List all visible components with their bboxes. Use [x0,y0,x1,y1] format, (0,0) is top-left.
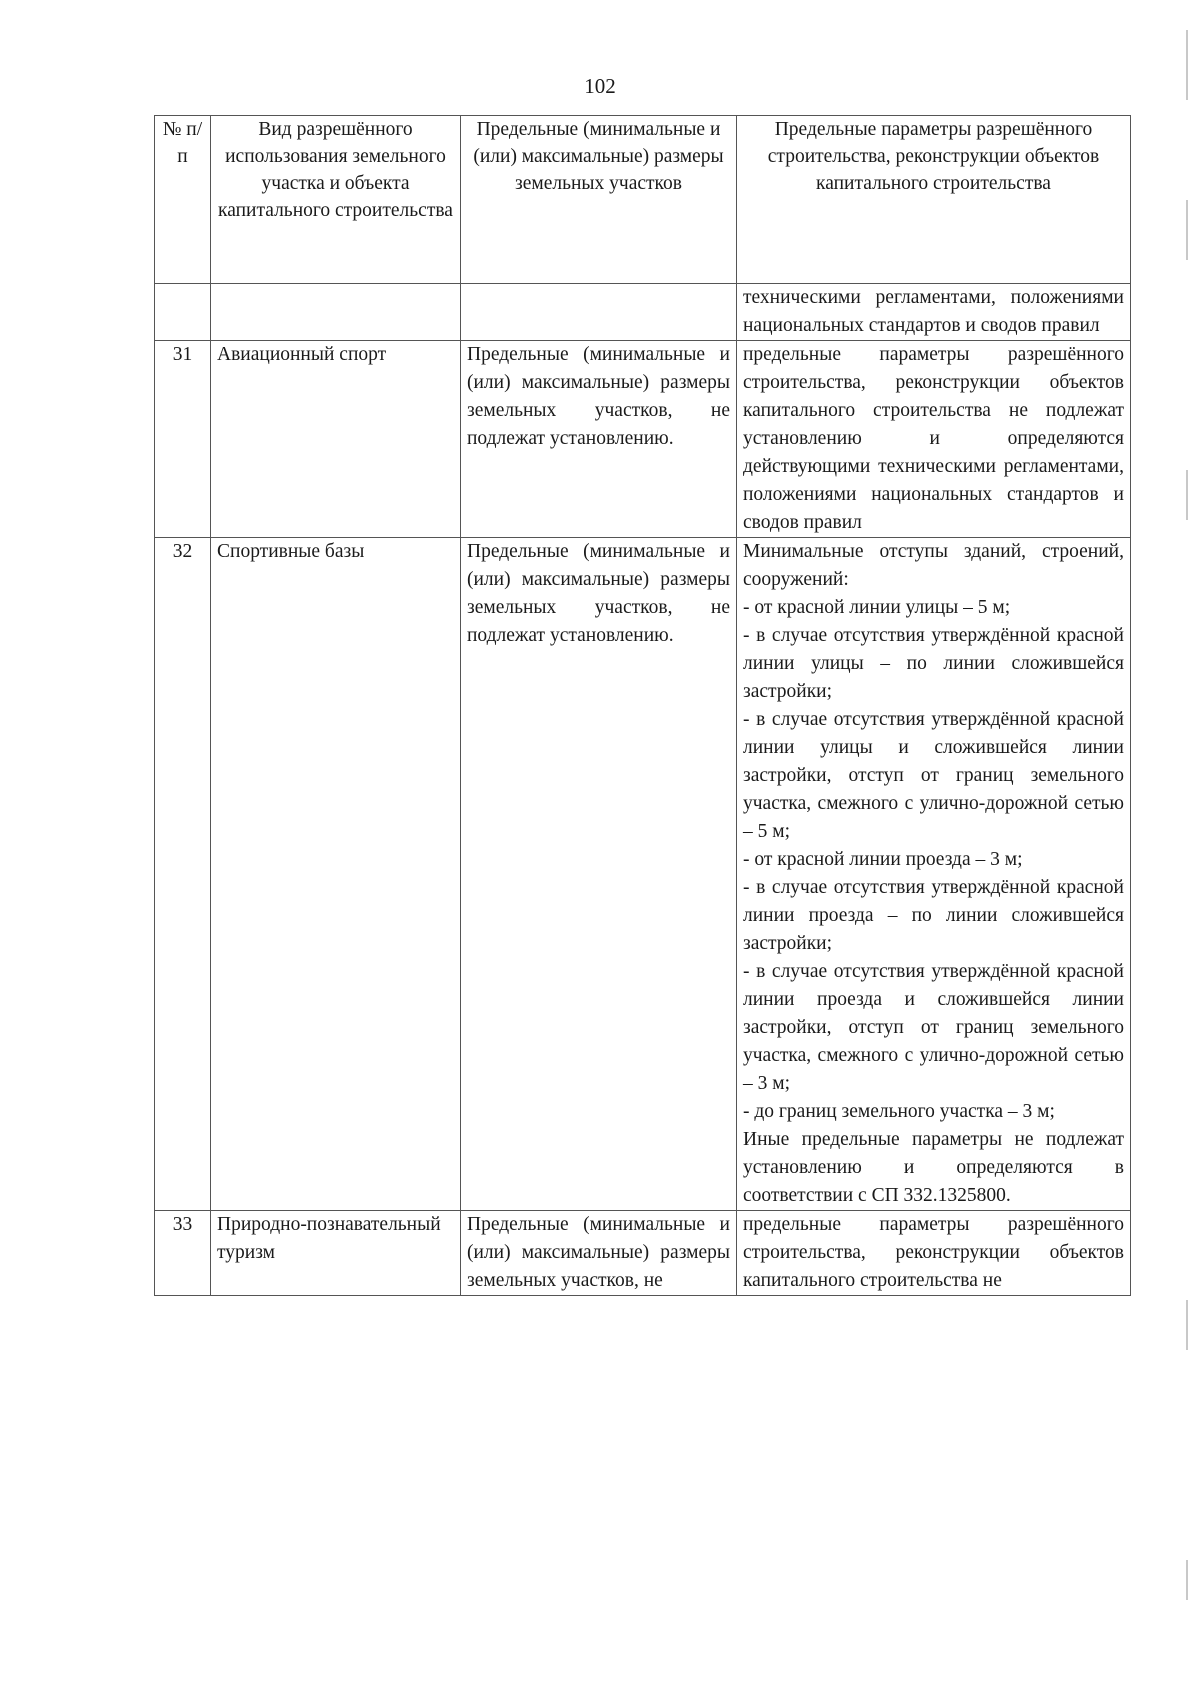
cell-num: 32 [155,538,211,1211]
page-number: 102 [584,74,616,98]
cell-num [155,284,211,341]
cell-use-type: Авиационный спорт [211,341,461,538]
cell-plot-size: Предельные (минимальные и (или) максимальные) размеры земельных участков, не [461,1211,737,1296]
table-row-31 [155,341,1131,538]
params-item: - от красной линии улицы – 5 м; [743,597,1011,618]
scan-edge-mark [1186,30,1188,100]
header-params: Предельные параметры разрешённого строительства, реконструкции объектов капитального строительства [737,116,1131,284]
params-item: - в случае отсутствия утверждённой красной линии улицы – по линии сложившейся застройки; [743,625,1124,702]
params-item: - в случае отсутствия утверждённой красной линии улицы и сложившейся линии застройки, отступ от границ земельного участка, смежного с улично-дорожной сетью – 5 м; [743,709,1124,842]
header-plot-size: Предельные (минимальные и (или) максимальные) размеры земельных участков [461,116,737,284]
land-use-regulations-table [154,115,1131,1296]
table-row-32 [155,538,1131,1211]
params-item: - до границ земельного участка – 3 м; [743,1101,1055,1122]
cell-params: техническими регламентами, положениями национальных стандартов и сводов правил [737,284,1131,341]
cell-num: 31 [155,341,211,538]
params-item: - от красной линии проезда – 3 м; [743,849,1023,870]
cell-plot-size: Предельные (минимальные и (или) максимальные) размеры земельных участков, не подлежат установлению. [461,341,737,538]
scan-edge-mark [1186,470,1188,520]
table-row-33 [155,1211,1131,1296]
scan-edge-mark [1186,1300,1188,1350]
params-item: предельные параметры разрешённого строительства, реконструкции объектов капитального строительства не подлежат установлению и определяются действующими техническими регламентами, положениями национальных стандартов и сводов правил [743,344,1124,533]
cell-plot-size: Предельные (минимальные и (или) максимальные) размеры земельных участков, не подлежат установлению. [461,538,737,1211]
params-item: - в случае отсутствия утверждённой красной линии проезда – по линии сложившейся застройки; [743,877,1124,954]
table-header-row [155,116,1131,284]
cell-params [737,538,1131,1211]
cell-num: 33 [155,1211,211,1296]
scan-edge-mark [1186,1560,1188,1600]
cell-params [737,341,1131,538]
params-item: - в случае отсутствия утверждённой красной линии проезда и сложившейся линии застройки, отступ от границ земельного участка, смежного с улично-дорожной сетью – 3 м; [743,961,1124,1094]
params-item: Минимальные отступы зданий, строений, сооружений: [743,541,1124,590]
header-use-type: Вид разрешённого использования земельного участка и объекта капитального строительства [211,116,461,284]
cell-plot-size [461,284,737,341]
cell-use-type: Спортивные базы [211,538,461,1211]
params-item: предельные параметры разрешённого строительства, реконструкции объектов капитального строительства не [743,1214,1124,1291]
params-item: Иные предельные параметры не подлежат установлению и определяются в соответствии с СП 332.1325800. [743,1129,1124,1206]
table-row-continuation [155,284,1131,341]
scan-edge-mark [1186,200,1188,260]
header-num: № п/п [155,116,211,284]
cell-use-type [211,284,461,341]
cell-params [737,1211,1131,1296]
cell-use-type: Природно-познавательный туризм [211,1211,461,1296]
